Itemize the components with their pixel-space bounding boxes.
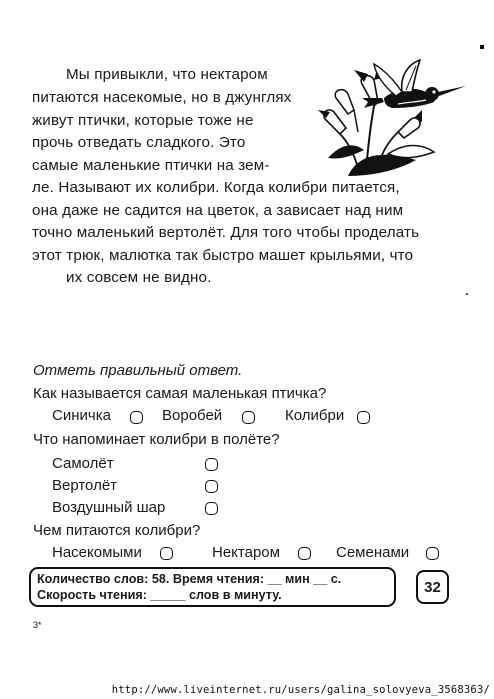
word-count-line: Количество слов: 58. Время чтения: __ мин __ с. (37, 572, 342, 586)
q1-option-2-checkbox[interactable] (242, 411, 255, 424)
corner-mark: 3* (33, 620, 42, 630)
story-line: Мы привыкли, что нектаром (66, 66, 268, 83)
q3-option-1-checkbox[interactable] (160, 547, 173, 560)
q2-option-1-label: Самолёт (52, 455, 114, 472)
q1-option-2-label: Воробей (162, 407, 223, 424)
q2-option-2-checkbox[interactable] (205, 480, 218, 493)
q1-option-3-label: Колибри (285, 407, 345, 424)
story-line: живут птички, которые тоже не (32, 112, 254, 129)
q1-option-1-checkbox[interactable] (130, 411, 143, 424)
q3-option-3-checkbox[interactable] (426, 547, 439, 560)
story-line: точно маленький вертолёт. Для того чтобы проделать (32, 224, 420, 241)
question-3: Чем питаются колибри? (33, 522, 201, 539)
story-line: питаются насекомые, но в джунглях (32, 89, 292, 106)
reading-speed-line: Скорость чтения: _____ слов в минуту. (37, 588, 282, 602)
question-2: Что напоминает колибри в полёте? (33, 431, 280, 448)
q3-option-2-checkbox[interactable] (298, 547, 311, 560)
page-number: 32 (416, 570, 449, 604)
story-line: прочь отведать сладкого. Это (32, 134, 246, 151)
q1-option-1-label: Синичка (52, 407, 111, 424)
q2-option-3-label: Воздушный шар (52, 499, 166, 516)
q2-option-2-label: Вертолёт (52, 477, 118, 494)
watermark-url: http://www.liveinternet.ru/users/galina_solovyeva_3568363/ (111, 684, 490, 696)
q3-option-3-label: Семенами (336, 544, 410, 561)
q1-option-3-checkbox[interactable] (357, 411, 370, 424)
q3-option-1-label: Насекомыми (52, 544, 142, 561)
q2-option-1-checkbox[interactable] (205, 458, 218, 471)
story-line: она даже не садится на цветок, а зависает над ним (32, 202, 404, 219)
story-line: ле. Называют их колибри. Когда колибри питается, (32, 179, 400, 196)
hummingbird-illustration (318, 58, 468, 176)
q3-option-2-label: Нектаром (212, 544, 280, 561)
quiz-instruction: Отметь правильный ответ. (33, 362, 243, 379)
question-1: Как называется самая маленькая птичка? (33, 385, 327, 402)
q2-option-3-checkbox[interactable] (205, 502, 218, 515)
reading-stats-box (29, 567, 396, 607)
story-line: самые маленькие птички на зем- (32, 157, 270, 174)
story-line: этот трюк, малютка так быстро машет крыльями, что (32, 247, 414, 264)
story-line: их совсем не видно. (66, 269, 212, 286)
